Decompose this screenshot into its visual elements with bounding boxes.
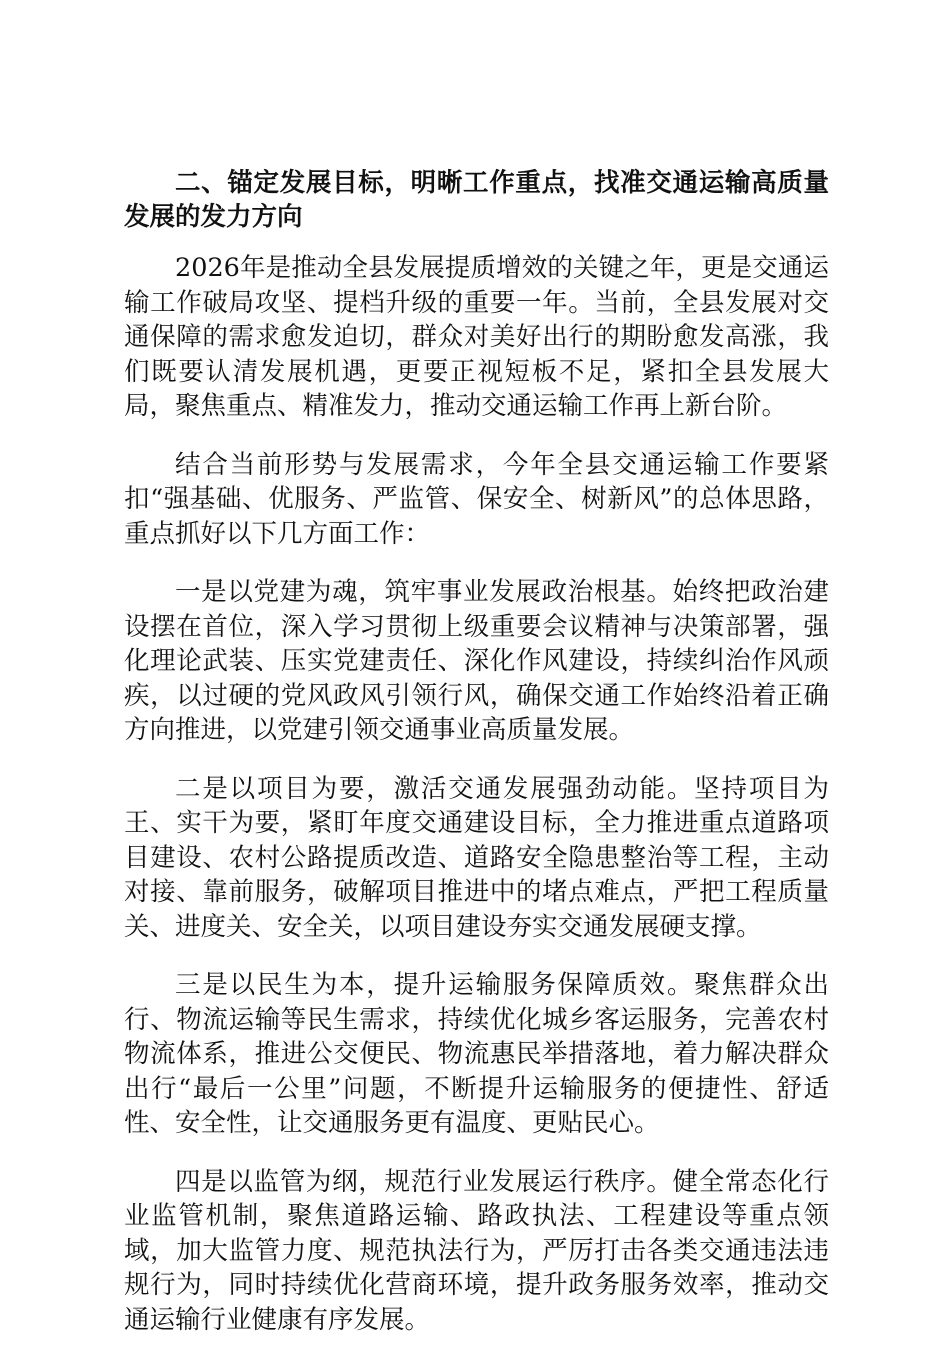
paragraph-point-three: 三是以民生为本，提升运输服务保障质效。聚焦群众出行、物流运输等民生需求，持续优化城乡客运服务，完善农村物流体系，推进公交便民、物流惠民举措落地，着力解决群众出行“最后一公里”问题，不断提升运输服务的便捷性、舒适性、安全性，让交通服务更有温度、更贴民心。	[124, 970, 829, 1138]
paragraph-overall-approach: 结合当前形势与发展需求，今年全县交通运输工作要紧扣“强基础、优服务、严监管、保安全、树新风”的总体思路，重点抓好以下几方面工作：	[124, 449, 829, 549]
paragraph-point-one: 一是以党建为魂，筑牢事业发展政治根基。始终把政治建设摆在首位，深入学习贯彻上级重要会议精神与决策部署，强化理论武装、压实党建责任、深化作风建设，持续纠治作风顽疾，以过硬的党风政风引领行风，确保交通工作始终沿着正确方向推进，以党建引领交通事业高质量发展。	[124, 577, 829, 745]
section-heading: 二、锚定发展目标，明晰工作重点，找准交通运输高质量发展的发力方向	[124, 168, 829, 232]
document-body	[124, 166, 829, 1361]
paragraph-point-four: 四是以监管为纲，规范行业发展运行秩序。健全常态化行业监管机制，聚焦道路运输、路政执法、工程建设等重点领域，加大监管力度、规范执法行为，严厉打击各类交通违法违规行为，同时持续优化营商环境，提升政务服务效率，推动交通运输行业健康有序发展。	[124, 1166, 829, 1335]
paragraph-point-two: 二是以项目为要，激活交通发展强劲动能。坚持项目为王、实干为要，紧盯年度交通建设目标，全力推进重点道路项目建设、农村公路提质改造、道路安全隐患整治等工程，主动对接、靠前服务，破解项目推进中的堵点难点，严把工程质量关、进度关、安全关，以项目建设夯实交通发展硬支撑。	[124, 773, 829, 942]
paragraph-intro: 2026年是推动全县发展提质增效的关键之年，更是交通运输工作破局攻坚、提档升级的重要一年。当前，全县发展对交通保障的需求愈发迫切，群众对美好出行的期盼愈发高涨，我们既要认清发展机遇，更要正视短板不足，紧扣全县发展大局，聚焦重点、精准发力，推动交通运输工作再上新台阶。	[124, 253, 829, 421]
